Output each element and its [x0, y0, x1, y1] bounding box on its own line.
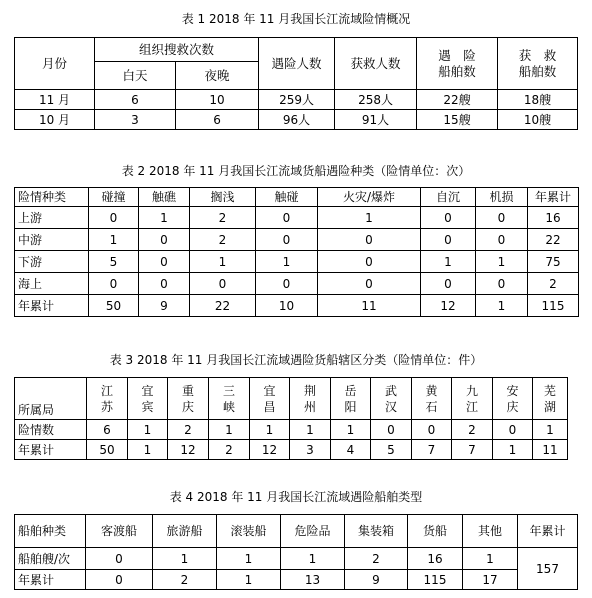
t3-cell: 0: [412, 420, 452, 440]
t4-header: 旅游船: [153, 515, 217, 548]
t3-region-jingzhou: 荆 州: [290, 378, 331, 420]
t2-cell: 0: [476, 207, 528, 229]
t2-row-label: 中游: [15, 229, 89, 251]
t4-cell: 13: [281, 570, 345, 590]
table1-incident-overview: [14, 37, 578, 130]
table-header-row: [15, 378, 568, 420]
t2-header: 搁浅: [190, 188, 256, 207]
table4-caption: 表 4 2018 年 11 月我国长江流域遇险船舶类型: [169, 490, 423, 504]
t3-region-yichang: 宜 昌: [250, 378, 290, 420]
t3-region-jiangsu: 江 苏: [87, 378, 128, 420]
t2-cell: 9: [139, 295, 190, 317]
t1-header-ships-rescued: 获 救 船舶数: [498, 38, 578, 90]
t2-cell: 16: [528, 207, 579, 229]
t1-header-day: 白天: [95, 62, 176, 90]
t3-region-wuhu: 芜 湖: [533, 378, 568, 420]
t1-cell-danger: 259人: [259, 90, 335, 110]
t4-cell: 17: [463, 570, 518, 590]
table-row: [15, 229, 579, 251]
t2-cell: 5: [89, 251, 139, 273]
t3-cell: 7: [412, 440, 452, 460]
t3-region-huangshi: 黄 石: [412, 378, 452, 420]
t2-cell: 1: [190, 251, 256, 273]
t3-cell: 1: [128, 440, 168, 460]
t2-row-label: 年累计: [15, 295, 89, 317]
t4-header: 危险品: [281, 515, 345, 548]
t2-header: 触礁: [139, 188, 190, 207]
t3-region-anqing: 安 庆: [493, 378, 533, 420]
t2-cell: 0: [190, 273, 256, 295]
t2-cell: 1: [256, 251, 318, 273]
t2-cell: 1: [139, 207, 190, 229]
table3-regional-classification: [14, 377, 568, 460]
t3-cell: 50: [87, 440, 128, 460]
t3-cell: 1: [493, 440, 533, 460]
table-row: [15, 440, 568, 460]
t2-cell: 1: [318, 207, 421, 229]
t2-cell: 0: [421, 229, 476, 251]
t3-cell: 2: [452, 420, 493, 440]
t1-cell-ships: 15艘: [417, 110, 498, 130]
t2-cell: 115: [528, 295, 579, 317]
t1-cell-day: 3: [95, 110, 176, 130]
t2-cell: 11: [318, 295, 421, 317]
table-row: [15, 251, 579, 273]
t3-cell: 1: [533, 420, 568, 440]
table-header-row: [15, 188, 579, 207]
t4-row-label: 年累计: [15, 570, 86, 590]
t2-cell: 0: [476, 229, 528, 251]
t2-cell: 75: [528, 251, 579, 273]
table-header-row: [15, 515, 578, 548]
t2-cell: 0: [89, 273, 139, 295]
table-row: [15, 295, 579, 317]
t4-cell: 115: [408, 570, 463, 590]
t2-cell: 0: [318, 273, 421, 295]
t3-cell: 4: [331, 440, 371, 460]
t2-cell: 0: [256, 273, 318, 295]
t2-header: 碰撞: [89, 188, 139, 207]
t4-cell: 1: [217, 570, 281, 590]
table2-caption: 表 2 2018 年 11 月我国长江流域货船遇险种类（险情单位：次）: [121, 164, 471, 178]
t4-cell: 0: [86, 548, 153, 570]
t2-header: 触碰: [256, 188, 318, 207]
t3-cell: 0: [493, 420, 533, 440]
t3-region-yibin: 宜 宾: [128, 378, 168, 420]
table-row: [15, 207, 579, 229]
t4-header: 其他: [463, 515, 518, 548]
t2-cell: 2: [190, 229, 256, 251]
t2-header: 年累计: [528, 188, 579, 207]
t2-row-label: 上游: [15, 207, 89, 229]
t3-cell: 1: [331, 420, 371, 440]
t2-cell: 22: [528, 229, 579, 251]
t3-row-label: 险情数: [15, 420, 87, 440]
t1-cell-day: 6: [95, 90, 176, 110]
t2-cell: 0: [421, 273, 476, 295]
table3-caption: 表 3 2018 年 11 月我国长江流域遇险货船辖区分类（险情单位：件）: [109, 353, 483, 367]
t4-header: 船舶种类: [15, 515, 86, 548]
t4-header: 货船: [408, 515, 463, 548]
t4-cell: 2: [153, 570, 217, 590]
t4-cell: 1: [217, 548, 281, 570]
t2-header: 险情种类: [15, 188, 89, 207]
t3-region-sanxia: 三 峡: [209, 378, 250, 420]
t1-cell-month: 10 月: [15, 110, 95, 130]
t2-cell: 22: [190, 295, 256, 317]
t3-cell: 11: [533, 440, 568, 460]
t4-header: 年累计: [518, 515, 578, 548]
t1-header-org-rescue: 组织搜救次数: [95, 38, 259, 62]
t3-cell: 3: [290, 440, 331, 460]
t2-cell: 0: [318, 229, 421, 251]
t3-cell: 1: [250, 420, 290, 440]
t1-cell-month: 11 月: [15, 90, 95, 110]
t2-row-label: 下游: [15, 251, 89, 273]
t2-row-label: 海上: [15, 273, 89, 295]
t3-region-wuhan: 武 汉: [371, 378, 412, 420]
table-row: [15, 548, 578, 570]
t1-cell-rescued: 91人: [335, 110, 417, 130]
table1-caption: 表 1 2018 年 11 月我国长江流域险情概况: [181, 12, 411, 26]
t3-cell: 12: [168, 440, 209, 460]
t4-header: 客渡船: [86, 515, 153, 548]
t1-cell-night: 10: [176, 90, 259, 110]
t4-cell: 1: [153, 548, 217, 570]
t1-header-night: 夜晚: [176, 62, 259, 90]
t3-cell: 1: [128, 420, 168, 440]
t2-cell: 1: [476, 251, 528, 273]
t1-header-people-rescued: 获救人数: [335, 38, 417, 90]
t1-cell-saved: 18艘: [498, 90, 578, 110]
t2-cell: 0: [256, 207, 318, 229]
t2-cell: 0: [139, 273, 190, 295]
t2-cell: 1: [421, 251, 476, 273]
t2-cell: 0: [256, 229, 318, 251]
table-row: [15, 110, 578, 130]
t2-cell: 2: [190, 207, 256, 229]
t4-header: 滚装船: [217, 515, 281, 548]
table-row: [15, 273, 579, 295]
t1-header-people-in-danger: 遇险人数: [259, 38, 335, 90]
t2-header: 机损: [476, 188, 528, 207]
t1-cell-rescued: 258人: [335, 90, 417, 110]
t2-header: 自沉: [421, 188, 476, 207]
t4-header: 集装箱: [345, 515, 408, 548]
t2-cell: 0: [139, 229, 190, 251]
t3-header-bureau: 所属局: [15, 378, 87, 420]
t2-cell: 1: [89, 229, 139, 251]
t3-row-label: 年累计: [15, 440, 87, 460]
t3-region-chongqing: 重 庆: [168, 378, 209, 420]
t3-region-yueyang: 岳 阳: [331, 378, 371, 420]
t3-cell: 0: [371, 420, 412, 440]
t4-cell: 1: [463, 548, 518, 570]
t2-cell: 1: [476, 295, 528, 317]
table-row: [15, 420, 568, 440]
t3-cell: 1: [290, 420, 331, 440]
t1-cell-saved: 10艘: [498, 110, 578, 130]
t2-cell: 0: [139, 251, 190, 273]
t2-cell: 10: [256, 295, 318, 317]
table-row: [15, 570, 578, 590]
t1-cell-danger: 96人: [259, 110, 335, 130]
t4-cell: 2: [345, 548, 408, 570]
t2-cell: 0: [89, 207, 139, 229]
t4-total-cell: 157: [518, 548, 578, 590]
t4-cell: 9: [345, 570, 408, 590]
table-row: [15, 90, 578, 110]
t4-row-label: 船舶艘/次: [15, 548, 86, 570]
table4-ship-types: [14, 514, 578, 590]
t1-header-ships-in-danger: 遇 险 船舶数: [417, 38, 498, 90]
t2-header: 火灾/爆炸: [318, 188, 421, 207]
t2-cell: 12: [421, 295, 476, 317]
t3-cell: 12: [250, 440, 290, 460]
t2-cell: 0: [318, 251, 421, 273]
table2-cargo-incident-types: [14, 187, 579, 317]
t1-cell-night: 6: [176, 110, 259, 130]
t2-cell: 50: [89, 295, 139, 317]
t4-cell: 1: [281, 548, 345, 570]
t2-cell: 2: [528, 273, 579, 295]
t3-cell: 5: [371, 440, 412, 460]
t3-cell: 7: [452, 440, 493, 460]
t1-cell-ships: 22艘: [417, 90, 498, 110]
t1-header-month: 月份: [15, 38, 95, 90]
t3-cell: 2: [168, 420, 209, 440]
t3-cell: 1: [209, 420, 250, 440]
t3-cell: 6: [87, 420, 128, 440]
t2-cell: 0: [476, 273, 528, 295]
t3-region-jiujiang: 九 江: [452, 378, 493, 420]
t2-cell: 0: [421, 207, 476, 229]
t4-cell: 0: [86, 570, 153, 590]
t4-cell: 16: [408, 548, 463, 570]
t3-cell: 2: [209, 440, 250, 460]
